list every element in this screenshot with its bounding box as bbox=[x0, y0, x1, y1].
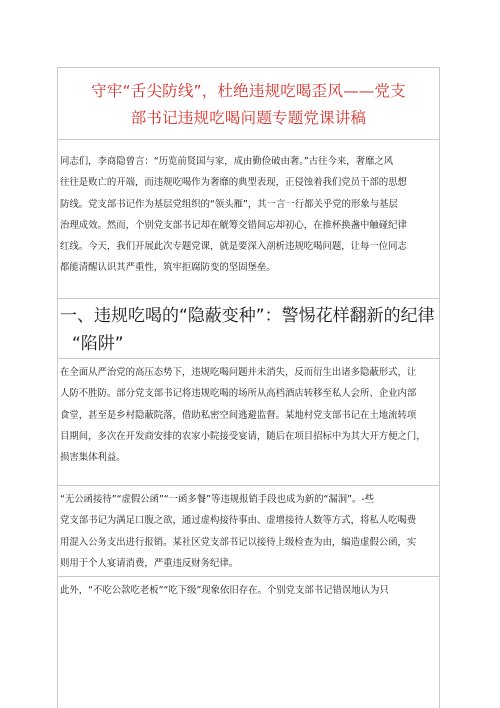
body-line: 损害集体利益。 bbox=[60, 452, 126, 464]
intro-line: 同志们，李商隐曾言：“历览前贤国与家，成由勤俭破由奢。”古往今来，奢靡之风 bbox=[60, 156, 394, 167]
paragraph-cell-1 bbox=[58, 359, 439, 486]
intro-line: 防线。党支部书记作为基层党组织的“领头雁”，其一言一行都关乎党的形象与基层 bbox=[60, 198, 398, 210]
body-line: 在全面从严治党的高压态势下，违规吃喝问题并未消失，反而衍生出诸多隐蔽形式，让 bbox=[60, 367, 417, 378]
body-line: 食堂，甚至是乡村隐蔽院落，借助私密空间逃避监督。某地村党支部书记在土地流转项 bbox=[60, 409, 417, 421]
document-title bbox=[64, 78, 433, 132]
title-line-2: 部书记违规吃喝问题专题党课讲稿 bbox=[130, 109, 367, 127]
body-line: “无公函接待”“虚假公函”“一函多餐”等违规报销手段也成为新的“漏洞”。-些 bbox=[60, 494, 375, 505]
body-line: 则用于个人宴请消费，严重违反财务纪律。 bbox=[60, 557, 239, 569]
body-line: 此外，“不吃公款吃老板”“吃下级”现象依旧存在。个别党支部书记错误地认为只 bbox=[60, 585, 389, 596]
intro-cell bbox=[58, 140, 439, 299]
intro-line: 往往是败亡的开端，而违规吃喝作为奢靡的典型表现，正侵蚀着我们党员干部的思想 bbox=[60, 177, 407, 189]
body-paragraph-1 bbox=[58, 362, 439, 468]
section-heading-line-2: “陷阱” bbox=[72, 333, 124, 354]
section-heading bbox=[58, 303, 439, 358]
body-line: 人防不胜防。部分党支部书记将违规吃喝的场所从高档酒店转移至私人会所、企业内部 bbox=[60, 388, 417, 400]
intro-line: 治理成效。然而，个别党支部书记却在觥筹交错间忘却初心，在推杯换盏中触碰纪律 bbox=[60, 219, 407, 231]
title-line-1: 守牢“舌尖防线”，杜绝违规吃喝歪风——党支 bbox=[91, 82, 406, 100]
intro-line: 都能清醒认识其严重性，筑牢拒腐防变的坚固堡垒。 bbox=[60, 262, 276, 274]
body-paragraph-3 bbox=[58, 580, 439, 601]
body-line: 用混入公务支出进行报销。某社区党支部书记以接待上级检查为由，编造虚假公函，实 bbox=[60, 536, 417, 548]
title-cell bbox=[58, 68, 439, 140]
intro-paragraph bbox=[58, 151, 439, 279]
paragraph-cell-3 bbox=[58, 577, 439, 657]
body-paragraph-2 bbox=[58, 489, 439, 574]
document-page bbox=[57, 67, 440, 708]
intro-line: 红线。今天，我们开展此次专题党课，就是要深入剖析违规吃喝问题，让每一位同志 bbox=[60, 241, 407, 253]
paragraph-cell-2 bbox=[58, 486, 439, 577]
body-line: 目期间，多次在开发商安排的农家小院接受宴请，随后在项目招标中为其大开方便之门， bbox=[60, 430, 426, 442]
section-heading-line-1: 一、违规吃喝的“隐蔽变种”：警惕花样翻新的纪律 bbox=[60, 306, 435, 326]
body-line: 党支部书记为满足口腹之欲，通过虚构接待事由、虚增接待人数等方式，将私人吃喝费 bbox=[60, 515, 417, 527]
section-heading-cell bbox=[58, 299, 439, 359]
